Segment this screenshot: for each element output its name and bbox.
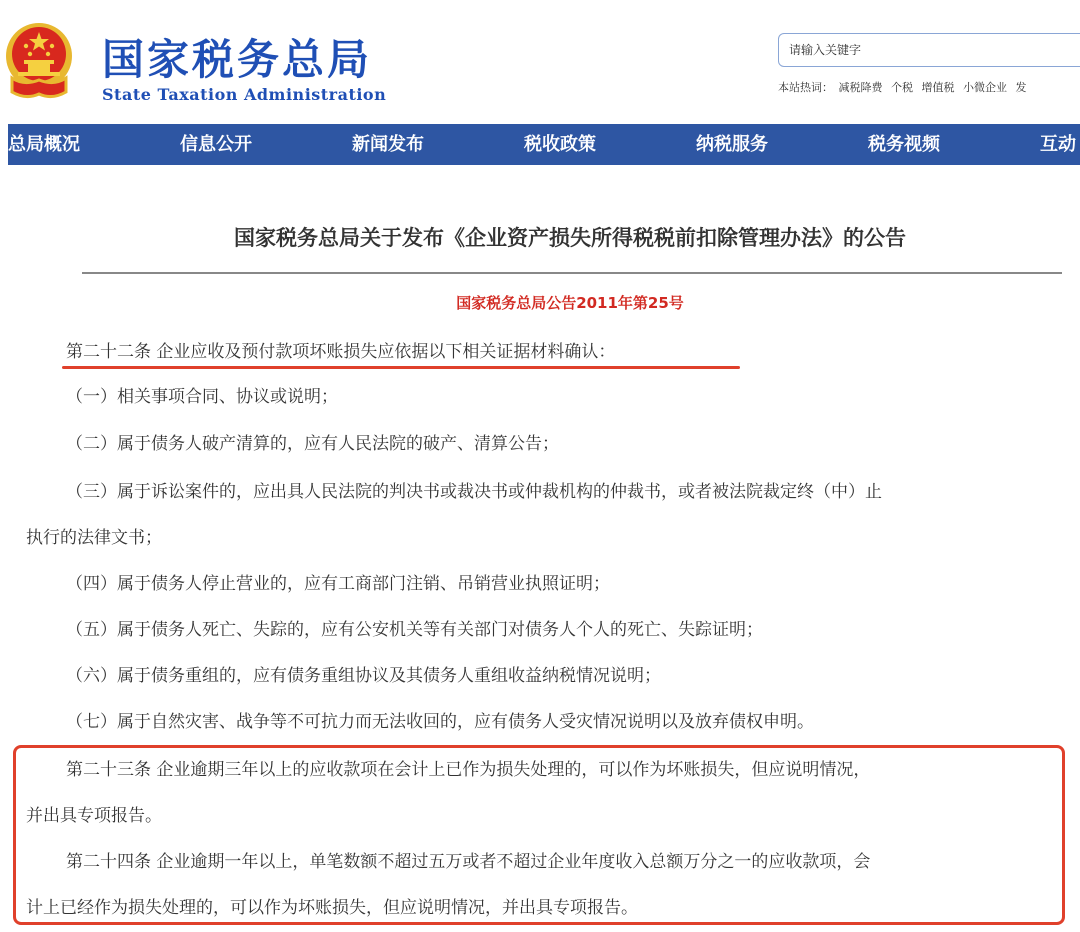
- main-nav: [8, 124, 1080, 165]
- hotword-link[interactable]: 减税降费: [838, 81, 883, 94]
- nav-item-interaction[interactable]: 互动: [1040, 134, 1076, 155]
- hotwords-bar: [778, 79, 1032, 95]
- article-22-item: （四）属于债务人停止营业的，应有工商部门注销、吊销营业执照证明；: [66, 574, 610, 594]
- logo-title-cn[interactable]: 国家税务总局: [102, 35, 373, 84]
- article-22-item: （六）属于债务重组的，应有债务重组协议及其债务人重组收益纳税情况说明；: [66, 666, 661, 686]
- article-24-line: 计上已经作为损失处理的，可以作为坏账损失，但应说明情况，并出具专项报告。: [26, 898, 638, 918]
- article-22-item: （二）属于债务人破产清算的，应有人民法院的破产、清算公告；: [66, 434, 559, 454]
- article-title: 国家税务总局关于发布《企业资产损失所得税税前扣除管理办法》的公告: [234, 226, 906, 250]
- site-header: [0, 0, 1080, 120]
- logo-title-en[interactable]: State Taxation Administration: [102, 85, 387, 104]
- article-22-item: （三）属于诉讼案件的，应出具人民法院的判决书或裁决书或仲裁机构的仲裁书，或者被法院裁定终（中）止: [66, 482, 882, 502]
- nav-item-news[interactable]: 新闻发布: [352, 134, 424, 155]
- document-number: 国家税务总局公告2011年第25号: [456, 294, 684, 312]
- hotword-link[interactable]: 个税: [891, 81, 913, 94]
- article-22-item: （七）属于自然灾害、战争等不可抗力而无法收回的，应有债务人受灾情况说明以及放弃债权申明。: [66, 712, 814, 732]
- article-22-item-continued: 执行的法律文书；: [26, 528, 162, 548]
- nav-item-overview[interactable]: 总局概况: [8, 134, 80, 155]
- nav-item-info-disclosure[interactable]: 信息公开: [180, 134, 252, 155]
- article-23-line: 第二十三条 企业逾期三年以上的应收款项在会计上已作为损失处理的，可以作为坏账损失，但应说明情况，: [66, 760, 871, 780]
- article-22-heading: 第二十二条 企业应收及预付款项坏账损失应依据以下相关证据材料确认：: [66, 342, 616, 362]
- title-divider: [82, 272, 1062, 274]
- hotword-link[interactable]: 小微企业: [963, 81, 1007, 94]
- highlight-underline: [62, 366, 740, 369]
- nav-item-tax-policy[interactable]: 税收政策: [524, 134, 596, 155]
- hotword-link[interactable]: 增值税: [921, 81, 955, 94]
- article-22-item: （五）属于债务人死亡、失踪的，应有公安机关等有关部门对债务人个人的死亡、失踪证明；: [66, 620, 763, 640]
- search-input[interactable]: [778, 33, 1080, 67]
- nav-item-tax-video[interactable]: 税务视频: [868, 134, 940, 155]
- nav-item-tax-service[interactable]: 纳税服务: [696, 134, 768, 155]
- hotwords-label: 本站热词：: [778, 81, 833, 94]
- hotword-link[interactable]: 发: [1015, 81, 1027, 94]
- article-23-line: 并出具专项报告。: [26, 806, 162, 826]
- article-22-item: （一）相关事项合同、协议或说明；: [66, 387, 338, 407]
- article-24-line: 第二十四条 企业逾期一年以上，单笔数额不超过五万或者不超过企业年度收入总额万分之一的应收款项，会: [66, 852, 871, 872]
- national-emblem-icon[interactable]: [4, 20, 74, 102]
